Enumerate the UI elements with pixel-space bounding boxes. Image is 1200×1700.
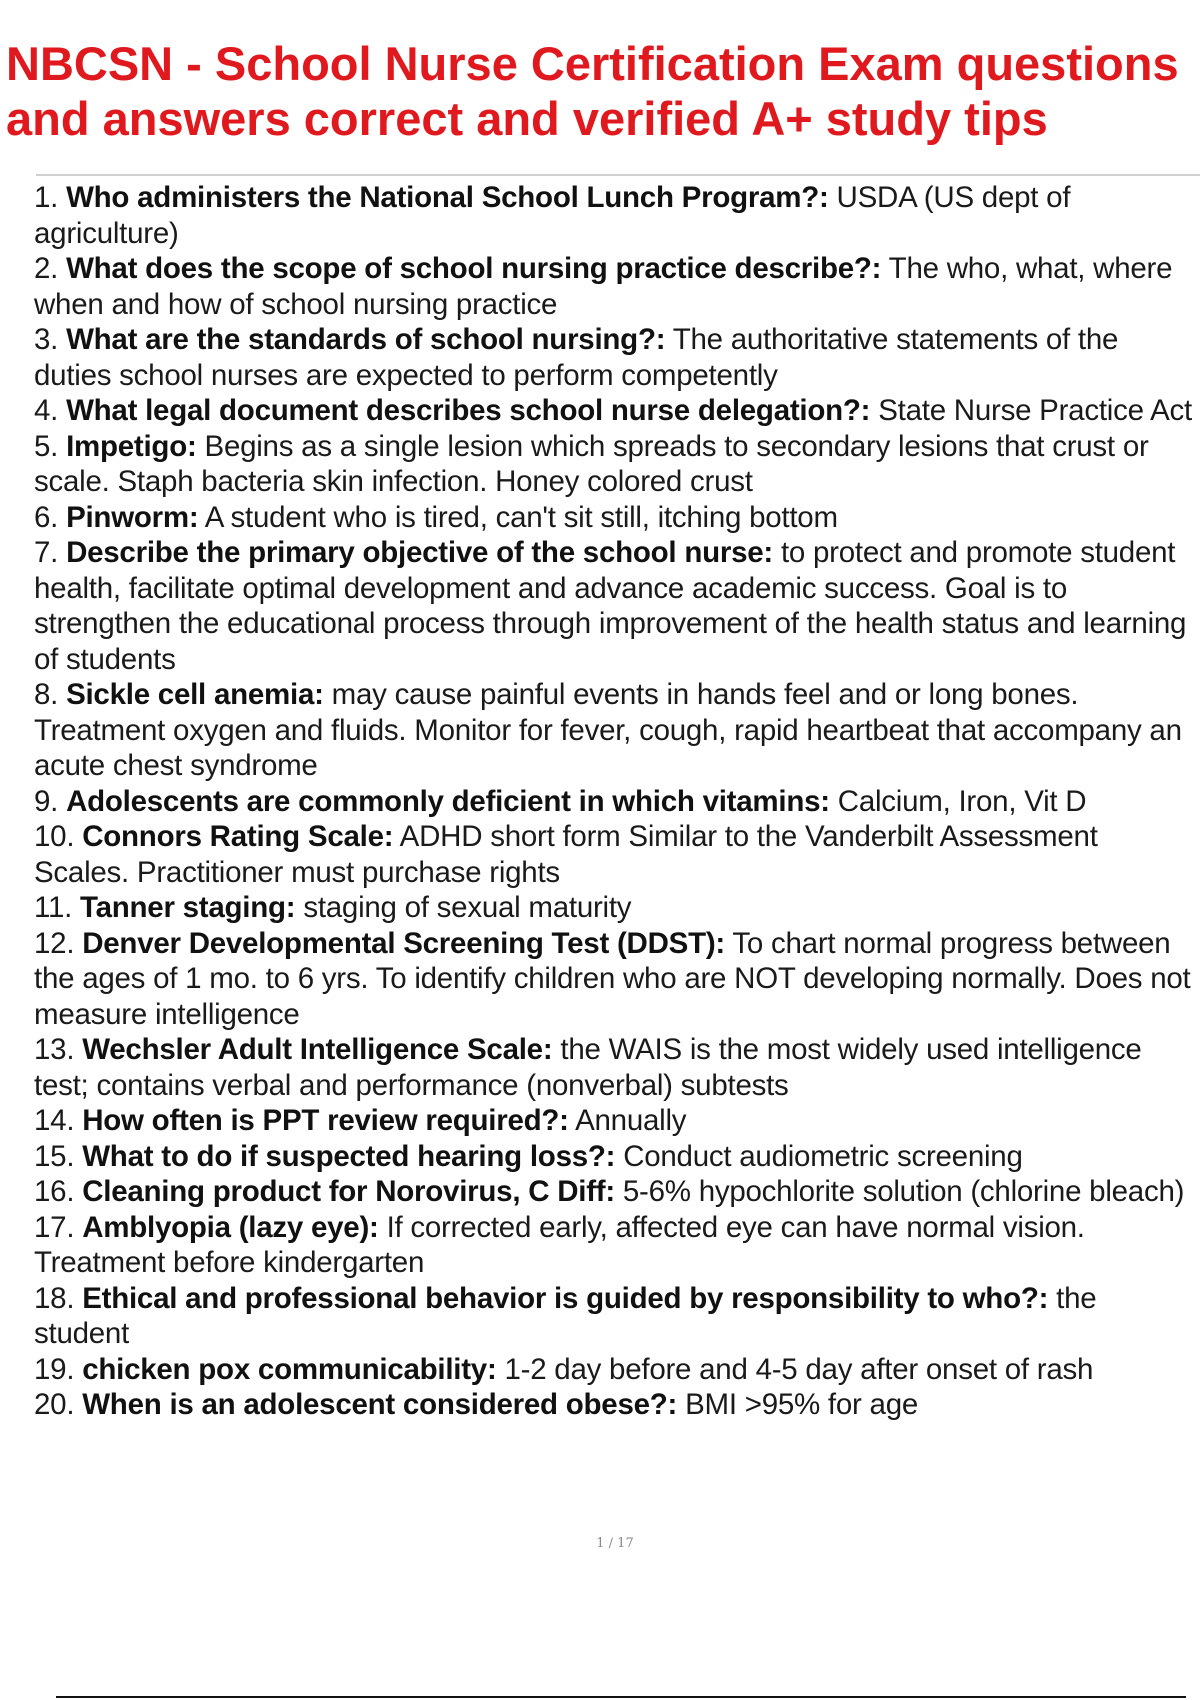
item-answer: Conduct audiometric screening: [623, 1139, 1023, 1173]
qa-item: [34, 322, 1198, 393]
item-number: 7.: [34, 536, 59, 569]
item-number: 2.: [34, 252, 59, 285]
item-number: 5.: [34, 429, 59, 463]
qa-item: [34, 926, 1198, 1033]
item-number: 20.: [34, 1388, 75, 1421]
qa-item: [34, 677, 1198, 784]
qa-item: [34, 535, 1198, 677]
item-number: 12.: [34, 926, 75, 960]
item-answer: A student who is tired, can't sit still, itching bottom: [204, 500, 838, 534]
item-number: 19.: [34, 1352, 75, 1386]
item-number: 4.: [34, 394, 59, 427]
item-number: 1.: [34, 181, 59, 214]
item-number: 13.: [34, 1033, 75, 1066]
title-line-1: NBCSN - School Nurse Certification Exam questions: [6, 37, 1179, 90]
item-question: What does the scope of school nursing practice describe?:: [66, 252, 882, 285]
item-answer: The who, what, where when and how of school nursing practice: [34, 252, 1173, 321]
item-answer: staging of sexual maturity: [303, 891, 632, 924]
title-line-2: and answers correct and verified A+ study tips: [6, 92, 1048, 145]
item-number: 9.: [34, 784, 59, 818]
item-number: 10.: [34, 820, 75, 853]
item-answer: Calcium, Iron, Vit D: [837, 784, 1087, 818]
item-question: Pinworm:: [66, 500, 199, 534]
item-number: 11.: [34, 891, 73, 924]
item-answer: USDA (US dept of agriculture): [34, 181, 1071, 250]
item-answer: State Nurse Practice Act: [878, 394, 1192, 427]
item-answer: The authoritative statements of the duties school nurses are expected to perform competently: [34, 323, 1119, 392]
item-number: 6.: [34, 500, 59, 534]
qa-item: [34, 1103, 1198, 1139]
item-question: Tanner staging:: [80, 891, 296, 924]
item-answer: 1-2 day before and 4-5 day after onset of rash: [504, 1352, 1094, 1386]
qa-item: [34, 1210, 1198, 1281]
item-number: 17.: [34, 1210, 75, 1244]
qa-item: [34, 429, 1198, 500]
qa-item: [34, 180, 1198, 251]
item-question: Who administers the National School Lunch Program?:: [66, 181, 829, 214]
item-question: What are the standards of school nursing?:: [66, 323, 666, 356]
item-question: Denver Developmental Screening Test (DDST):: [82, 926, 725, 960]
qa-item: [34, 890, 1198, 926]
qa-item: [34, 1352, 1198, 1388]
item-number: 14.: [34, 1104, 75, 1137]
page-indicator: 1 / 17: [596, 1536, 634, 1551]
item-question: Cleaning product for Norovirus, C Diff:: [82, 1175, 615, 1208]
item-answer: BMI >95% for age: [685, 1388, 919, 1421]
item-question: When is an adolescent considered obese?:: [82, 1388, 678, 1421]
qa-item: [34, 500, 1198, 536]
item-question: Adolescents are commonly deficient in which vitamins:: [66, 784, 830, 818]
qa-item: [34, 393, 1198, 429]
item-answer: may cause painful events in hands feel and or long bones. Treatment oxygen and fluids. Monitor for fever, cough, rapid heartbeat that accompany an acute chest syndrome: [34, 678, 1182, 782]
item-answer: Annually: [575, 1104, 687, 1137]
item-question: chicken pox communicability:: [82, 1352, 497, 1386]
item-question: What to do if suspected hearing loss?:: [82, 1139, 616, 1173]
item-question: How often is PPT review required?:: [82, 1104, 569, 1137]
item-answer: If corrected early, affected eye can have normal vision. Treatment before kindergarten: [34, 1210, 1085, 1279]
qa-item: [34, 251, 1198, 322]
qa-item: [34, 1281, 1198, 1352]
item-question: Impetigo:: [66, 429, 197, 463]
item-question: Describe the primary objective of the school nurse:: [66, 536, 773, 569]
item-question: What legal document describes school nurse delegation?:: [66, 394, 871, 427]
qa-item: [34, 1032, 1198, 1103]
item-number: 15.: [34, 1139, 75, 1173]
item-answer: to protect and promote student health, facilitate optimal development and advance academic success. Goal is to strengthen the educational process through improvement of the health status and learning of students: [34, 536, 1187, 676]
item-answer: 5-6% hypochlorite solution (chlorine bleach): [622, 1175, 1185, 1208]
item-question: Amblyopia (lazy eye):: [82, 1210, 379, 1244]
qa-item: [34, 1139, 1198, 1175]
item-answer: Begins as a single lesion which spreads to secondary lesions that crust or scale. Staph bacteria skin infection. Honey colored crust: [34, 429, 1149, 498]
item-number: 18.: [34, 1281, 75, 1315]
item-question: Connors Rating Scale:: [82, 820, 394, 853]
item-number: 3.: [34, 323, 59, 356]
item-answer: ADHD short form Similar to the Vanderbilt Assessment Scales. Practitioner must purchase rights: [34, 820, 1098, 889]
document-title: [6, 36, 1200, 146]
item-number: 16.: [34, 1175, 75, 1208]
qa-list: [34, 180, 1198, 1423]
item-question: Sickle cell anemia:: [66, 678, 324, 711]
item-number: 8.: [34, 678, 59, 711]
item-answer: the student: [34, 1281, 1097, 1350]
item-question: Wechsler Adult Intelligence Scale:: [82, 1033, 553, 1066]
qa-item: [34, 819, 1198, 890]
qa-item: [34, 784, 1198, 820]
item-answer: the WAIS is the most widely used intelligence test; contains verbal and performance (nonverbal) subtests: [34, 1033, 1142, 1102]
item-answer: To chart normal progress between the ages of 1 mo. to 6 yrs. To identify children who are NOT developing normally. Does not measure intelligence: [34, 926, 1191, 1031]
bottom-divider: [56, 1696, 1186, 1698]
qa-item: [34, 1387, 1198, 1423]
item-question: Ethical and professional behavior is guided by responsibility to who?:: [82, 1281, 1049, 1315]
qa-item: [34, 1174, 1198, 1210]
title-divider: [36, 174, 1200, 176]
